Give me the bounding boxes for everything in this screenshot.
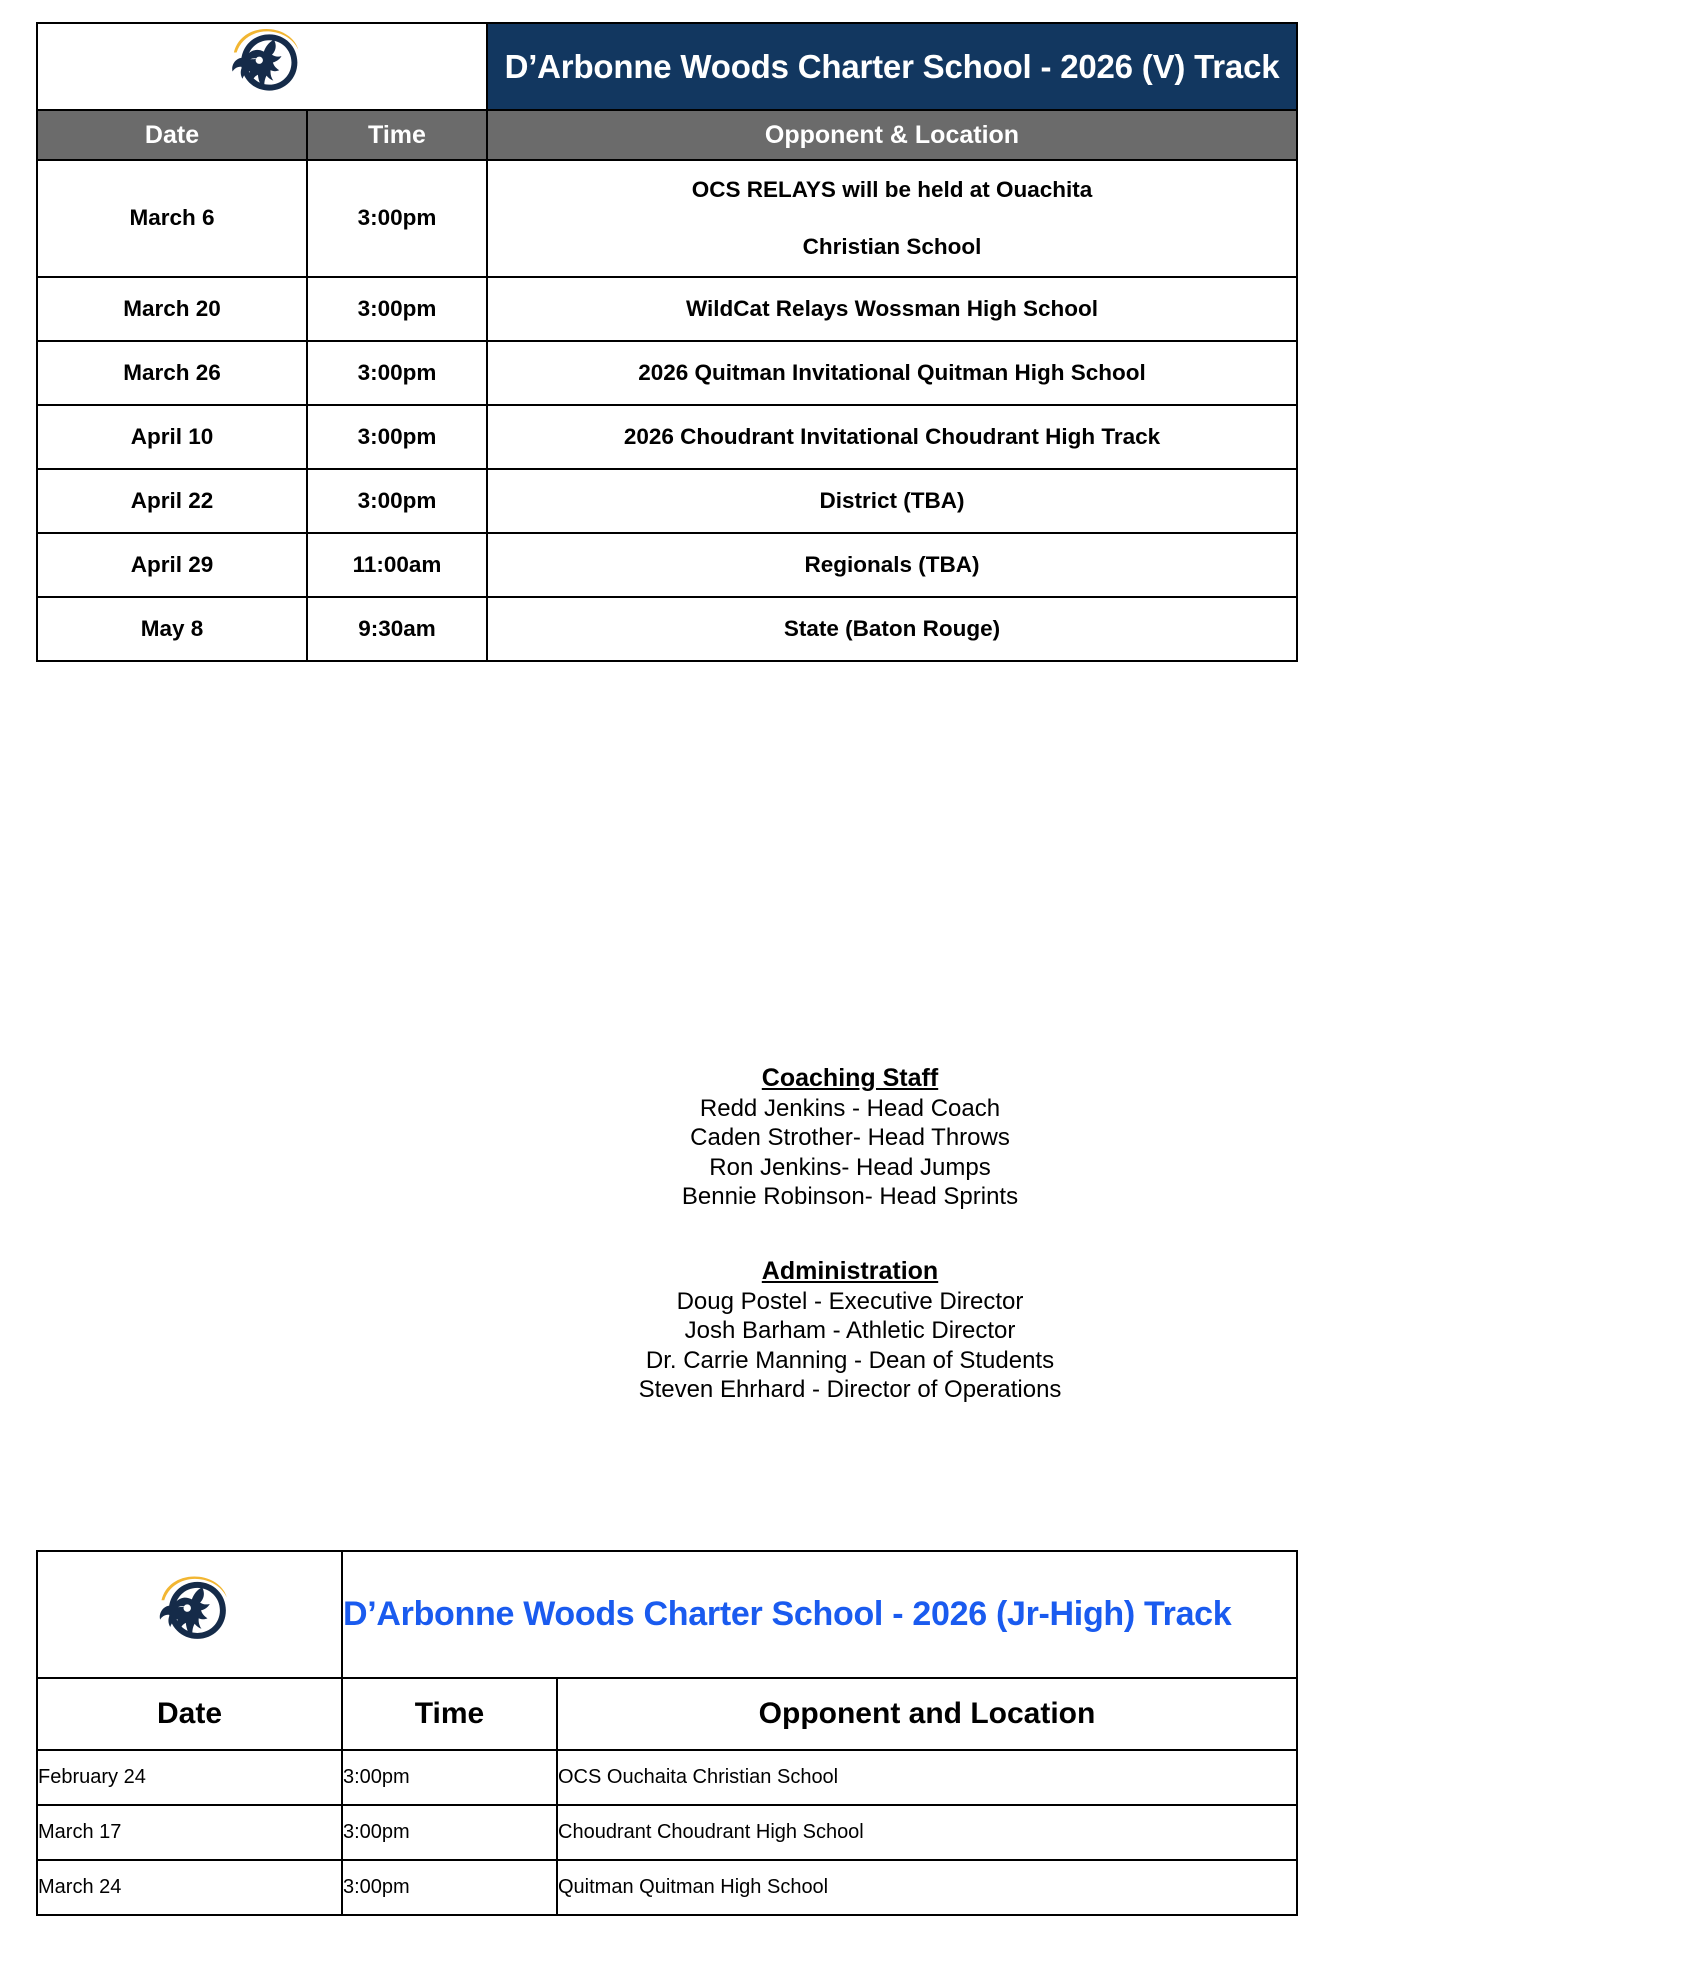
varsity-row-opponent-line2: Christian School: [802, 234, 982, 260]
administration-group: [0, 1255, 1700, 1404]
varsity-row-opponent: Regionals (TBA): [487, 533, 1297, 597]
table-row: [37, 277, 1297, 341]
staff-section: [0, 1062, 1700, 1404]
jrhigh-column-header-opponent: Opponent and Location: [557, 1678, 1297, 1750]
jrhigh-schedule-table-container: [36, 1550, 1298, 1916]
table-row: [37, 533, 1297, 597]
administration-member: Steven Ehrhard - Director of Operations: [638, 1375, 1062, 1403]
table-row: [37, 1805, 1297, 1860]
varsity-row-date: April 29: [37, 533, 307, 597]
varsity-row-opponent-line1: OCS RELAYS will be held at Ouachita: [691, 177, 1093, 202]
varsity-column-header-opponent: Opponent & Location: [487, 110, 1297, 160]
varsity-title: D’Arbonne Woods Charter School - 2026 (V) Track: [487, 23, 1297, 110]
jrhigh-row-time: 3:00pm: [342, 1805, 557, 1860]
varsity-schedule-table: [36, 22, 1298, 662]
varsity-schedule-table-container: [36, 22, 1298, 662]
table-row: [37, 1860, 1297, 1915]
jrhigh-row-date: March 24: [37, 1860, 342, 1915]
varsity-column-header-time: Time: [307, 110, 487, 160]
coaching-staff-member: Ron Jenkins- Head Jumps: [709, 1153, 991, 1181]
varsity-row-opponent: WildCat Relays Wossman High School: [487, 277, 1297, 341]
varsity-row-date: March 6: [37, 160, 307, 277]
wolf-head-logo-icon: [38, 1574, 341, 1656]
varsity-row-opponent: 2026 Quitman Invitational Quitman High School: [487, 341, 1297, 405]
varsity-row-date: April 10: [37, 405, 307, 469]
table-row: [37, 469, 1297, 533]
table-row: [37, 160, 1297, 277]
jrhigh-schedule-table: [36, 1550, 1298, 1916]
jrhigh-header-row: [37, 1678, 1297, 1750]
administration-member: Doug Postel - Executive Director: [676, 1288, 1024, 1316]
varsity-row-date: May 8: [37, 597, 307, 661]
varsity-header-row: [37, 110, 1297, 160]
coaching-staff-member: Redd Jenkins - Head Coach: [699, 1095, 1001, 1122]
administration-member: Dr. Carrie Manning - Dean of Students: [645, 1346, 1055, 1374]
coaching-staff-group: [0, 1062, 1700, 1211]
coaching-staff-member: Caden Strother- Head Throws: [690, 1124, 1010, 1152]
administration-member: Josh Barham - Athletic Director: [684, 1317, 1016, 1345]
varsity-row-date: March 26: [37, 341, 307, 405]
varsity-row-time: 3:00pm: [307, 160, 487, 277]
jrhigh-logo-cell: [37, 1551, 342, 1678]
varsity-row-opponent: 2026 Choudrant Invitational Choudrant High Track: [487, 405, 1297, 469]
varsity-row-date: April 22: [37, 469, 307, 533]
coaching-staff-member: Bennie Robinson- Head Sprints: [681, 1182, 1019, 1210]
varsity-row-opponent: [487, 160, 1297, 277]
jrhigh-title: D’Arbonne Woods Charter School - 2026 (Jr-High) Track: [342, 1551, 1297, 1678]
jrhigh-title-row: [37, 1551, 1297, 1678]
coaching-staff-heading: Coaching Staff: [761, 1064, 939, 1092]
varsity-row-date: March 20: [37, 277, 307, 341]
varsity-row-time: 3:00pm: [307, 405, 487, 469]
jrhigh-row-opponent: OCS Ouchaita Christian School: [557, 1750, 1297, 1805]
varsity-row-time: 11:00am: [307, 533, 487, 597]
varsity-column-header-date: Date: [37, 110, 307, 160]
varsity-row-opponent: State (Baton Rouge): [487, 597, 1297, 661]
varsity-title-row: [37, 23, 1297, 110]
administration-heading: Administration: [761, 1257, 939, 1286]
varsity-row-time: 3:00pm: [307, 469, 487, 533]
table-row: [37, 341, 1297, 405]
table-row: [37, 405, 1297, 469]
varsity-row-time: 3:00pm: [307, 277, 487, 341]
staff-section-divider: [0, 1211, 1700, 1255]
varsity-logo-cell: [37, 23, 487, 110]
varsity-row-opponent: District (TBA): [487, 469, 1297, 533]
table-row: [37, 1750, 1297, 1805]
jrhigh-row-date: March 17: [37, 1805, 342, 1860]
varsity-row-time: 9:30am: [307, 597, 487, 661]
jrhigh-row-opponent: Quitman Quitman High School: [557, 1860, 1297, 1915]
jrhigh-row-date: February 24: [37, 1750, 342, 1805]
jrhigh-row-time: 3:00pm: [342, 1860, 557, 1915]
jrhigh-row-opponent: Choudrant Choudrant High School: [557, 1805, 1297, 1860]
jrhigh-column-header-date: Date: [37, 1678, 342, 1750]
jrhigh-column-header-time: Time: [342, 1678, 557, 1750]
jrhigh-row-time: 3:00pm: [342, 1750, 557, 1805]
varsity-row-time: 3:00pm: [307, 341, 487, 405]
wolf-head-logo-icon: [38, 28, 486, 106]
table-row: [37, 597, 1297, 661]
